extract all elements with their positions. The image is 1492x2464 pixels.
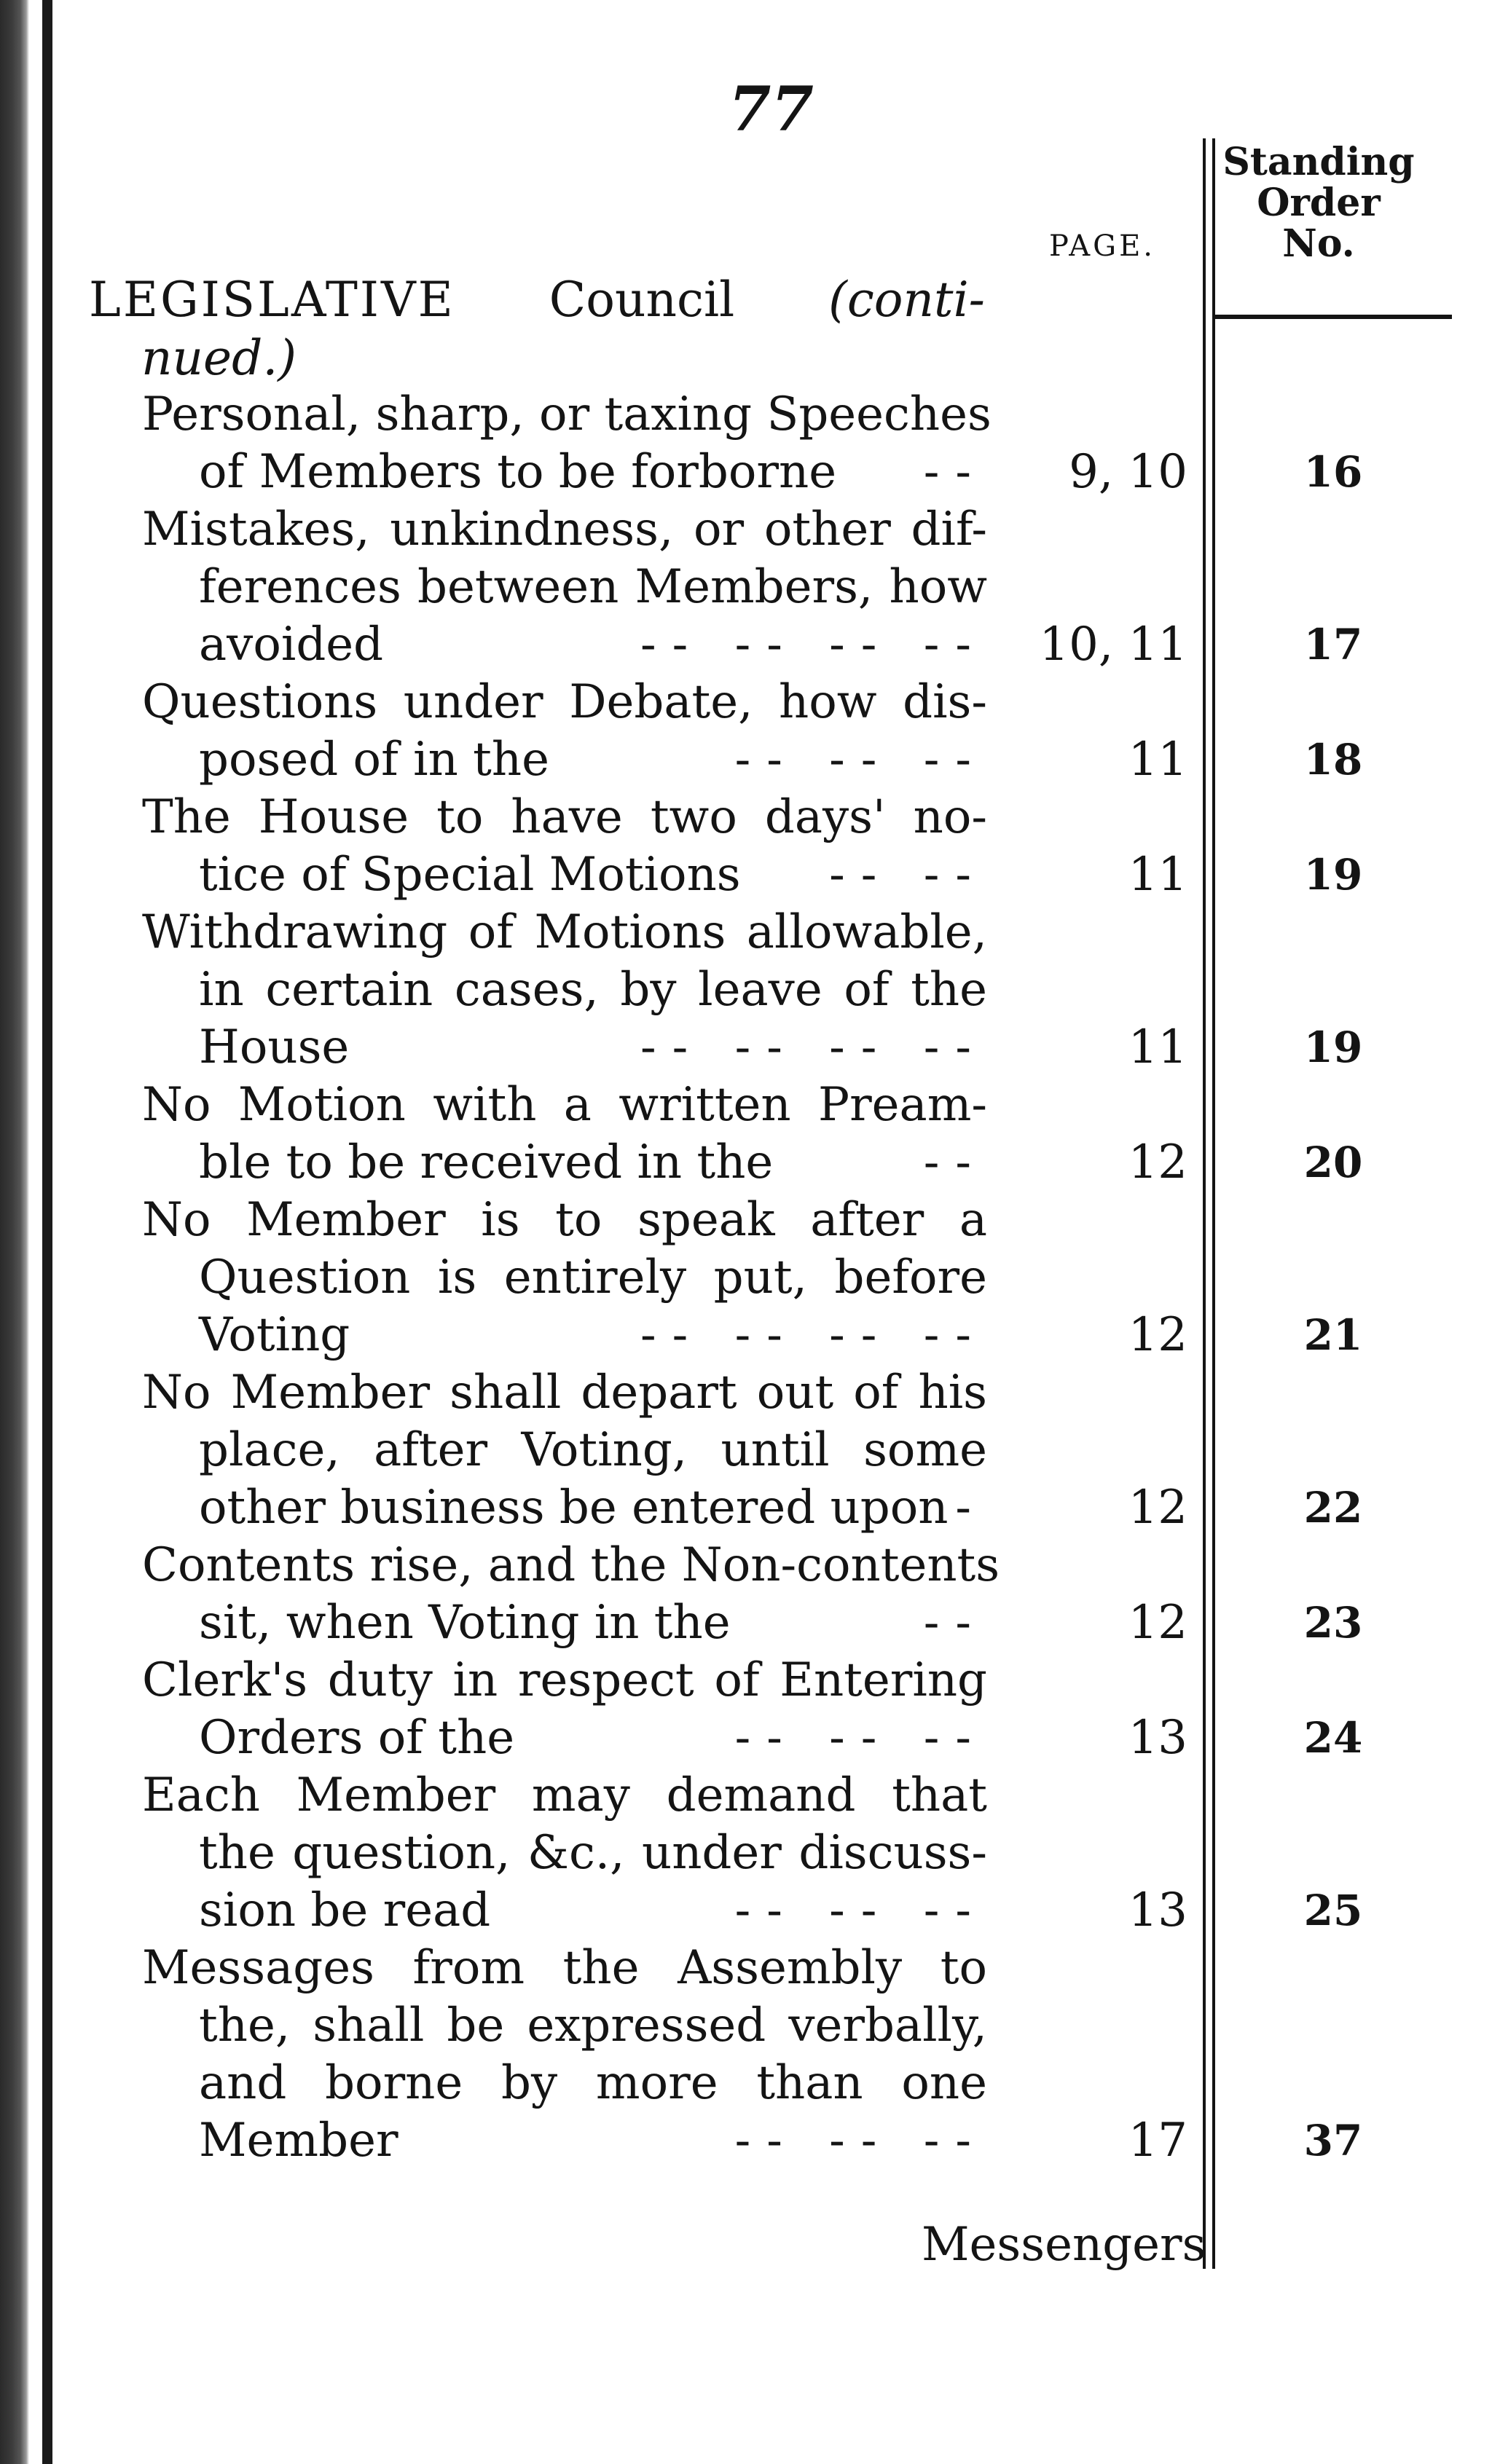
dot-leader: -- --	[829, 848, 987, 902]
entry-standing-order-number: 37	[1303, 2116, 1363, 2165]
entry-standing-order-number: 24	[1303, 1713, 1363, 1763]
entry-line	[142, 1019, 987, 1076]
entry-line-text: ble to be received in the	[199, 1135, 774, 1189]
column-divider-right	[1212, 138, 1215, 2269]
column-divider-left	[1203, 138, 1206, 2269]
entry-line: the, shall be expressed verbally,	[199, 1999, 987, 2052]
entry-line	[142, 1479, 987, 1537]
entry-line	[142, 2112, 987, 2170]
entry-page-number: 13	[1128, 1884, 1187, 1937]
index-entry	[142, 1192, 987, 1364]
entry-line: Each Member may demand that	[142, 1768, 987, 1822]
standing-order-header-rule	[1215, 315, 1452, 319]
entry-line-text: Orders of the	[199, 1711, 515, 1765]
entry-standing-order-number: 20	[1303, 1138, 1363, 1187]
index-entry	[142, 1364, 987, 1537]
section-heading	[89, 271, 985, 387]
entry-line-text: Member	[199, 2114, 398, 2168]
spine-edge-line	[42, 0, 52, 2464]
entry-page-number: 17	[1128, 2114, 1187, 2168]
entry-line: in certain cases, by leave of the	[199, 963, 987, 1017]
entry-standing-order-number: 16	[1303, 447, 1363, 497]
index-entry	[142, 904, 987, 1076]
index-entry	[142, 674, 987, 789]
dot-leader: -- -- --	[734, 1884, 987, 1937]
entry-line: The House to have two days' no-	[142, 790, 987, 844]
catchword: Messengers	[922, 2218, 1206, 2272]
heading-word: Council	[549, 272, 735, 328]
entry-line: place, after Voting, until some	[199, 1423, 987, 1477]
entry-line-text: avoided	[199, 618, 384, 672]
standing-order-header-line-1: Standing	[1222, 140, 1415, 184]
entry-line: No Member is to speak after a	[142, 1193, 987, 1247]
entry-line: No Member shall depart out of his	[142, 1366, 987, 1420]
book-spine-shadow	[0, 0, 29, 2464]
index-entries	[142, 386, 1000, 2170]
index-entry	[142, 1767, 987, 1940]
entry-line: the question, &c., under discuss-	[199, 1826, 987, 1880]
dot-leader: -- -- --	[734, 2114, 987, 2168]
entry-line-text: sion be read	[199, 1884, 491, 1937]
entry-standing-order-number: 19	[1303, 850, 1363, 900]
standing-order-column-header	[1209, 142, 1428, 264]
entry-line	[142, 846, 987, 904]
entry-standing-order-number: 19	[1303, 1023, 1363, 1072]
dot-leader: --	[923, 1596, 987, 1650]
entry-line: Contents rise, and the Non-contents	[142, 1538, 1000, 1592]
entry-page-number: 12	[1128, 1596, 1187, 1650]
entry-line: Mistakes, unkindness, or other dif-	[142, 503, 987, 556]
standing-order-header-line-2: Order	[1257, 181, 1381, 225]
entry-page-number: 9, 10	[1069, 445, 1187, 499]
heading-caps: LEGISLATIVE	[89, 272, 455, 328]
index-entry	[142, 1537, 1000, 1652]
entry-line: Messages from the Assembly to	[142, 1941, 987, 1995]
dot-leader: -- -- -- --	[640, 1308, 987, 1362]
entry-line: Personal, sharp, or taxing Speeches	[142, 387, 992, 441]
entry-line-text: of Members to be forborne	[199, 445, 837, 499]
entry-page-number: 10, 11	[1039, 618, 1187, 672]
entry-standing-order-number: 23	[1303, 1598, 1363, 1648]
entry-page-number: 11	[1128, 1020, 1187, 1074]
entry-line: Question is entirely put, before	[199, 1251, 987, 1304]
entry-line-text: Voting	[199, 1308, 350, 1362]
entry-line	[142, 1134, 987, 1192]
entry-line-text: posed of in the	[199, 733, 549, 787]
entry-standing-order-number: 21	[1303, 1310, 1363, 1360]
entry-line-text: sit, when Voting in the	[199, 1596, 731, 1650]
entry-line-text: House	[199, 1020, 350, 1074]
page-number: 77	[729, 73, 814, 145]
dot-leader: -	[955, 1481, 987, 1535]
entry-line	[142, 731, 987, 789]
entry-line: Questions under Debate, how dis-	[142, 675, 987, 729]
entry-page-number: 11	[1128, 848, 1187, 902]
dot-leader: -- -- -- --	[640, 1020, 987, 1074]
entry-line: No Motion with a written Pream-	[142, 1078, 987, 1132]
dot-leader: -- -- --	[734, 1711, 987, 1765]
entry-line	[142, 444, 987, 501]
index-entry	[142, 789, 987, 904]
entry-standing-order-number: 22	[1303, 1483, 1363, 1532]
entry-line: ferences between Members, how	[199, 560, 987, 614]
entry-line	[142, 1882, 987, 1940]
entry-line	[142, 616, 987, 674]
index-entry	[142, 501, 987, 674]
entry-line-text: other business be entered upon	[199, 1481, 949, 1535]
dot-leader: -- -- -- --	[640, 618, 987, 672]
index-entry	[142, 386, 992, 501]
entry-line	[142, 1709, 987, 1767]
entry-standing-order-number: 18	[1303, 735, 1363, 784]
index-entry	[142, 1652, 987, 1767]
entry-page-number: 11	[1128, 733, 1187, 787]
entry-page-number: 12	[1128, 1308, 1187, 1362]
entry-line	[142, 1594, 987, 1652]
standing-order-header-line-3: No.	[1282, 221, 1355, 266]
entry-page-number: 13	[1128, 1711, 1187, 1765]
entry-line: and borne by more than one	[199, 2056, 987, 2110]
page-column-header: PAGE.	[1049, 229, 1155, 263]
dot-leader: --	[923, 1135, 987, 1189]
entry-page-number: 12	[1128, 1135, 1187, 1189]
entry-standing-order-number: 17	[1303, 620, 1363, 669]
index-entry	[142, 1940, 987, 2170]
heading-continued-2: nued.)	[141, 330, 297, 386]
entry-page-number: 12	[1128, 1481, 1187, 1535]
heading-continued: (conti-	[828, 272, 985, 328]
entry-line	[142, 1307, 987, 1364]
dot-leader: --	[923, 445, 987, 499]
entry-line: Clerk's duty in respect of Entering	[142, 1653, 987, 1707]
index-entry	[142, 1076, 987, 1192]
entry-standing-order-number: 25	[1303, 1886, 1363, 1935]
entry-line: Withdrawing of Motions allowable,	[142, 905, 987, 959]
entry-line-text: tice of Special Motions	[199, 848, 741, 902]
dot-leader: -- -- --	[734, 733, 987, 787]
